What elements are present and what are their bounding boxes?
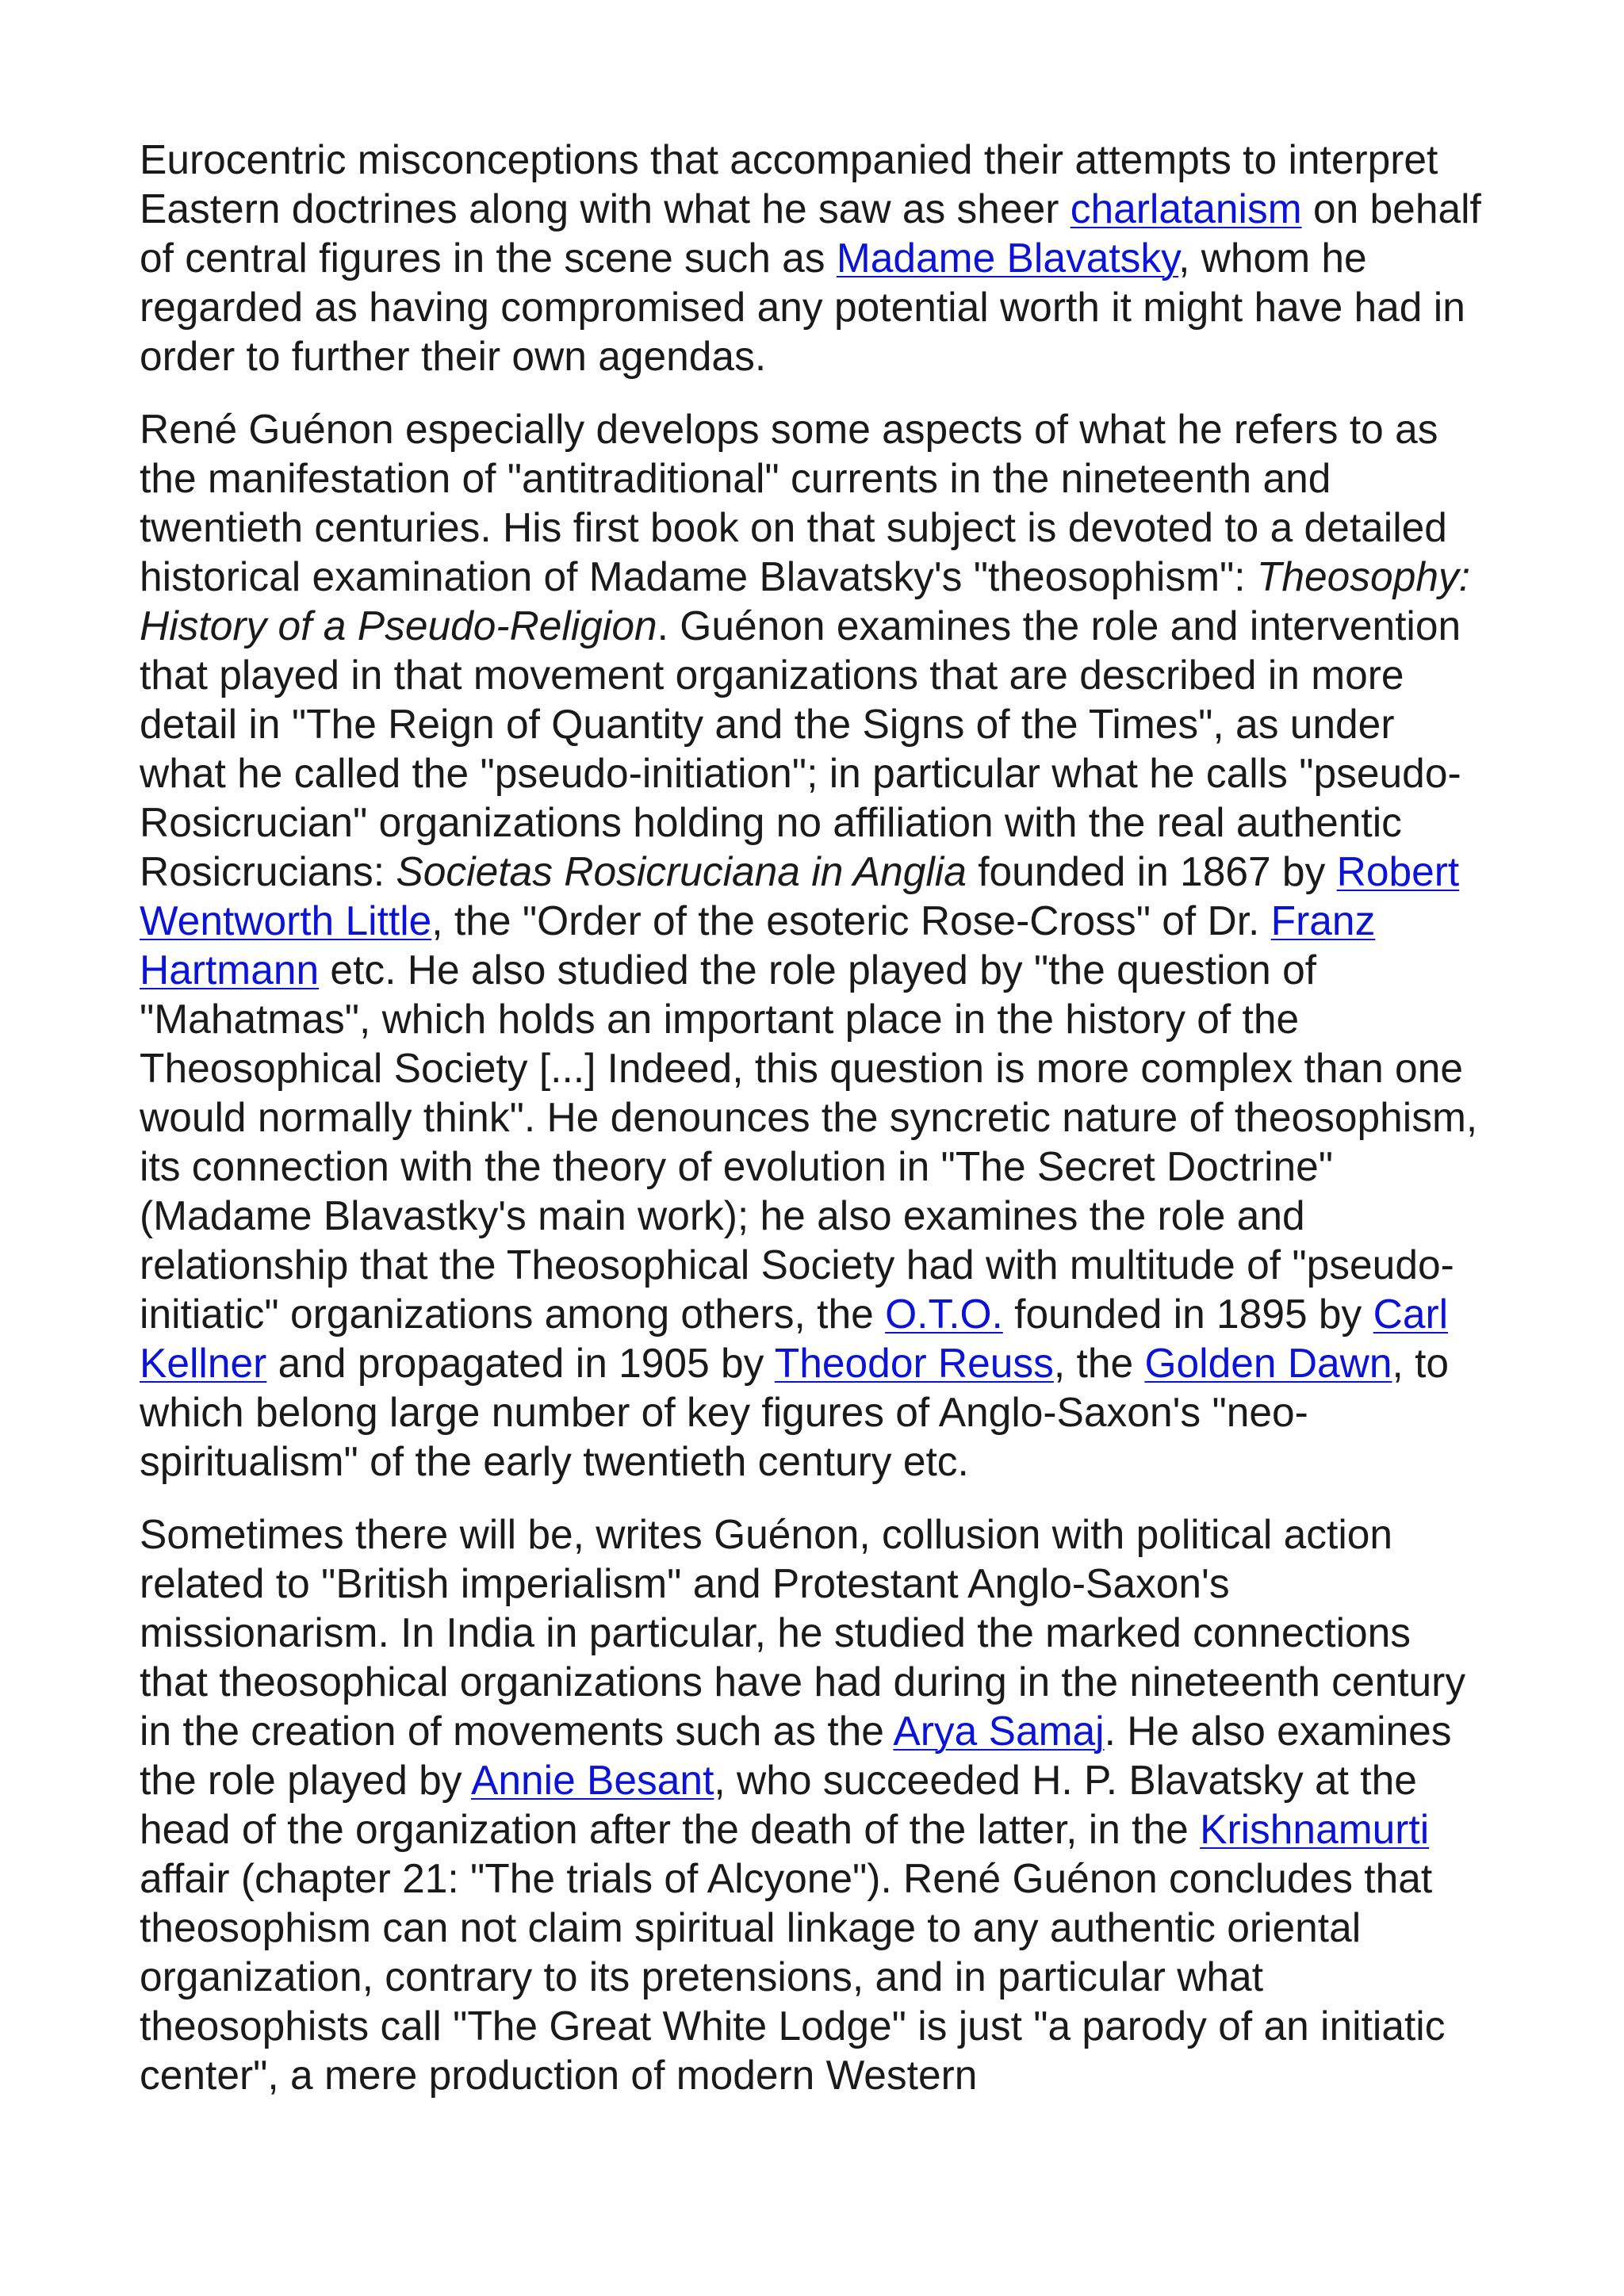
italic-title: Theosophy: History of a Pseudo-Religion <box>140 553 1471 649</box>
body-text: , the <box>1053 1340 1145 1386</box>
hyperlink[interactable]: Carl Kellner <box>140 1291 1449 1386</box>
body-text: . Guénon examines the role and intervention that played in that movement organizations that are described in more detail in "The Reign of Quantity and the Signs of the Times", as under what he called the "pseudo-initiation"; in particular what he calls "pseudo-Rosicrucian" organizations holding no affiliation with the real authentic Rosicrucians: <box>140 603 1461 894</box>
body-text: etc. He also studied the role played by "the question of "Mahatmas", which holds an important place in the history of the Theosophical Society [...] Indeed, this question is more complex than one would normally think". He denounces the syncretic nature of theosophism, its connection with the theory of evolution in "The Secret Doctrine" (Madame Blavastky's main work); he also examines the role and relationship that the Theosophical Society had with multitude of "pseudo-initiatic" organizations among others, the <box>140 947 1478 1337</box>
body-text: founded in 1867 by <box>966 848 1337 894</box>
body-text: Eurocentric misconceptions that accompanied their attempts to interpret Eastern doctrines along with what he saw as sheer <box>140 136 1438 232</box>
hyperlink[interactable]: Robert Wentworth Little <box>140 848 1460 943</box>
hyperlink[interactable]: Arya Samaj <box>893 1708 1105 1754</box>
body-text: and propagated in 1905 by <box>266 1340 775 1386</box>
document-page <box>140 135 1488 2099</box>
hyperlink[interactable]: Franz Hartmann <box>140 897 1376 993</box>
italic-title: Societas Rosicruciana in Anglia <box>396 848 967 894</box>
body-paragraph <box>140 1510 1488 2099</box>
hyperlink[interactable]: charlatanism <box>1070 186 1302 232</box>
body-text: Sometimes there will be, writes Guénon, collusion with political action related to "British imperialism" and Protestant Anglo-Saxon's missionarism. In India in particular, he studied the marked connections that theosophical organizations have had during in the nineteenth century in the creation of movements such as the <box>140 1511 1466 1754</box>
body-text: , who succeeded H. P. Blavatsky at the head of the organization after the death of the latter, in the <box>140 1757 1417 1852</box>
body-paragraph <box>140 135 1488 381</box>
body-text: René Guénon especially develops some aspects of what he refers to as the manifestation of "antitraditional" currents in the nineteenth and twentieth centuries. His first book on that subject is devoted to a detailed historical examination of Madame Blavatsky's "theosophism": <box>140 406 1447 599</box>
hyperlink[interactable]: Theodor Reuss <box>774 1340 1054 1386</box>
hyperlink[interactable]: Golden Dawn <box>1144 1340 1392 1386</box>
body-text: , the "Order of the esoteric Rose-Cross" of Dr. <box>431 897 1271 943</box>
body-text: , to which belong large number of key figures of Anglo-Saxon's "neo-spiritualism" of the early twentieth century etc. <box>140 1340 1450 1484</box>
hyperlink[interactable]: Krishnamurti <box>1200 1806 1430 1852</box>
body-text: . He also examines the role played by <box>140 1708 1452 1803</box>
body-text: affair (chapter 21: "The trials of Alcyone"). René Guénon concludes that theosophism can not claim spiritual linkage to any authentic oriental organization, contrary to its pretensions, and in particular what theosophists call "The Great White Lodge" is just "a parody of an initiatic center", a mere production of modern Western <box>140 1855 1446 2098</box>
body-paragraph <box>140 404 1488 1486</box>
hyperlink[interactable]: Madame Blavatsky <box>836 235 1179 281</box>
body-text: founded in 1895 by <box>1002 1291 1373 1337</box>
body-text: on behalf of central figures in the scene such as <box>140 186 1481 281</box>
hyperlink[interactable]: O.T.O. <box>885 1291 1003 1337</box>
body-text: , whom he regarded as having compromised any potential worth it might have had in order to further their own agendas. <box>140 235 1465 379</box>
hyperlink[interactable]: Annie Besant <box>471 1757 714 1803</box>
